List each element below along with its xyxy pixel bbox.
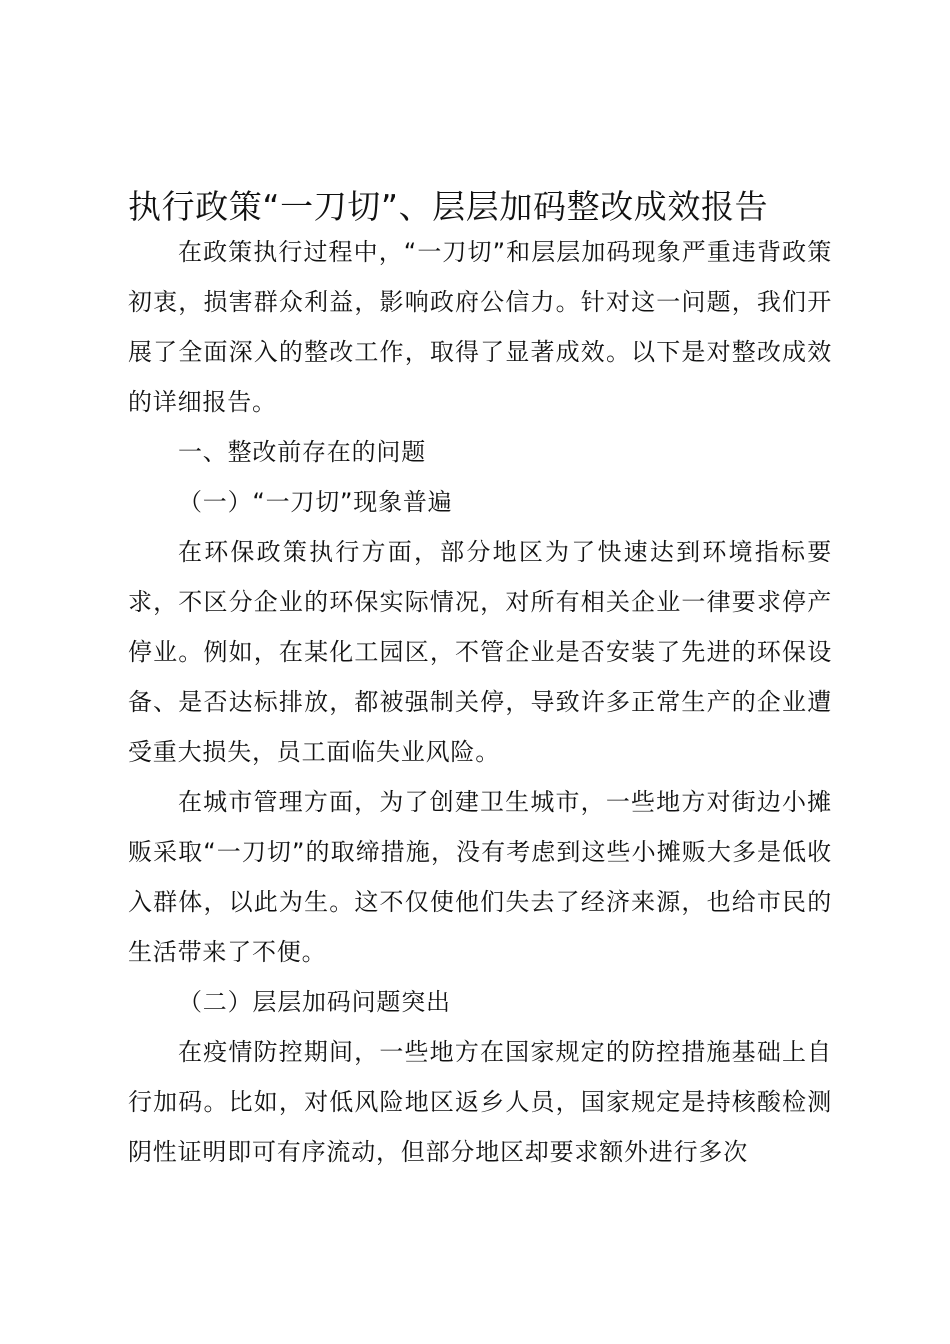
paragraph-environmental-policy: 在环保政策执行方面，部分地区为了快速达到环境指标要求，不区分企业的环保实际情况，对所有相关企业一律要求停产停业。例如，在某化工园区，不管企业是否安装了先进的环保设备、是否达标排放，都被强制关停，导致许多正常生产的企业遭受重大损失，员工面临失业风险。 (128, 538, 832, 766)
subsection-heading-layered-escalation: （二）层层加码问题突出 (178, 988, 451, 1016)
intro-paragraph: 在政策执行过程中，“一刀切”和层层加码现象严重违背政策初衷，损害群众利益，影响政府公信力。针对这一问题，我们开展了全面深入的整改工作，取得了显著成效。以下是对整改成效的详细报告。 (128, 238, 832, 416)
section-heading-problems: 一、整改前存在的问题 (178, 438, 426, 466)
paragraph-city-management: 在城市管理方面，为了创建卫生城市，一些地方对街边小摊贩采取“一刀切”的取缔措施，没有考虑到这些小摊贩大多是低收入群体，以此为生。这不仅使他们失去了经济来源，也给市民的生活带来了不便。 (128, 788, 832, 966)
subsection-heading-one-size-fits-all: （一）“一刀切”现象普遍 (178, 488, 453, 516)
paragraph-epidemic-control: 在疫情防控期间，一些地方在国家规定的防控措施基础上自行加码。比如，对低风险地区返乡人员，国家规定是持核酸检测阴性证明即可有序流动，但部分地区却要求额外进行多次 (128, 1038, 832, 1166)
document-title: 执行政策“一刀切”、层层加码整改成效报告 (128, 187, 769, 226)
document-body (128, 227, 832, 1177)
